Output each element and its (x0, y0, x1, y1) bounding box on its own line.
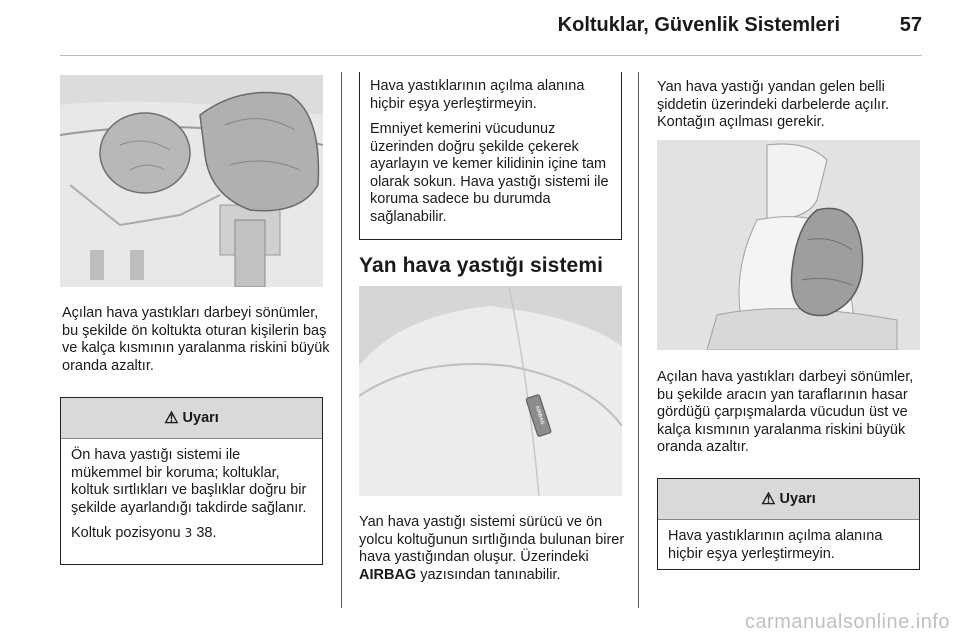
warning-header-side (658, 479, 919, 520)
front-airbag-image (60, 75, 323, 287)
front-airbag-caption: Açılan hava yastıkları darbeyi sönümler, bu şekilde ön koltukta oturan kişilerin baş ve kalça kısmının yaralanma riskini büyük oranda azaltır. (62, 305, 330, 374)
warning-triangle-icon: ⚠ (164, 410, 179, 427)
warning-box-front (60, 397, 323, 565)
warning-paragraph-1: Ön hava yastığı sistemi ile mükemmel bir koruma; koltuklar, koltuk sırtlıkları ve başlıklar doğru bir şekilde ayarlandığı takdirde sağlanır. (71, 447, 307, 516)
side-airbag-caption: Açılan hava yastıkları darbeyi sönümler, bu şekilde aracın yan taraflarının hasar gördüğü çarpışmalarda vücudun üst ve kalça kısmının yaralanma riskini büyük oranda azaltır. (657, 369, 914, 455)
warning-box-side (657, 478, 920, 570)
warning-title: Uyarı (182, 410, 219, 426)
side-airbag-deployed-image (657, 140, 920, 350)
column-divider-1 (341, 72, 342, 608)
page-header-title: Koltuklar, Güvenlik Sistemleri (557, 14, 840, 36)
note-paragraph-1: Hava yastıklarının açılma alanına hiçbir eşya yerleştirmeyin. (370, 78, 585, 112)
page-number: 57 (899, 14, 922, 36)
reference-arrow-icon: 3 (184, 526, 193, 540)
warning-triangle-icon: ⚠ (761, 491, 776, 508)
watermark: carmanualsonline.info (744, 611, 950, 633)
warning-header (61, 398, 322, 439)
side-airbag-description: Yan hava yastığı sistemi sürücü ve ön yolcu koltuğunun sırtlığında bulunan birer hava yastığından oluşur. Üzerindeki AIRBAG yazısından tanınabilir. (359, 514, 625, 583)
airbag-seat-label: AIRBAG (533, 404, 546, 426)
warning-paragraph-2: Koltuk pozisyonu 3 38. (71, 525, 217, 541)
section-heading-side-airbag: Yan hava yastığı sistemi (359, 254, 604, 277)
header-divider (60, 55, 922, 56)
warning-side-paragraph: Hava yastıklarının açılma alanına hiçbir eşya yerleştirmeyin. (668, 528, 883, 562)
column-divider-2 (638, 72, 639, 608)
airbag-label-text: AIRBAG (359, 566, 417, 583)
warning-title-side: Uyarı (779, 491, 816, 507)
note-paragraph-2: Emniyet kemerini vücudunuz üzerinden doğru şekilde çekerek ayarlayın ve kemer kilidinin içine tam olarak sokun. Hava yastığı sistemi ile koruma sadece bu durumda sağlanabilir. (370, 121, 609, 225)
seat-airbag-label-image (359, 286, 622, 496)
note-box-continued (359, 72, 622, 240)
side-airbag-intro: Yan hava yastığı yandan gelen belli şiddetin üzerindeki darbelerde açılır. Kontağın açılması gerekir. (657, 79, 890, 130)
